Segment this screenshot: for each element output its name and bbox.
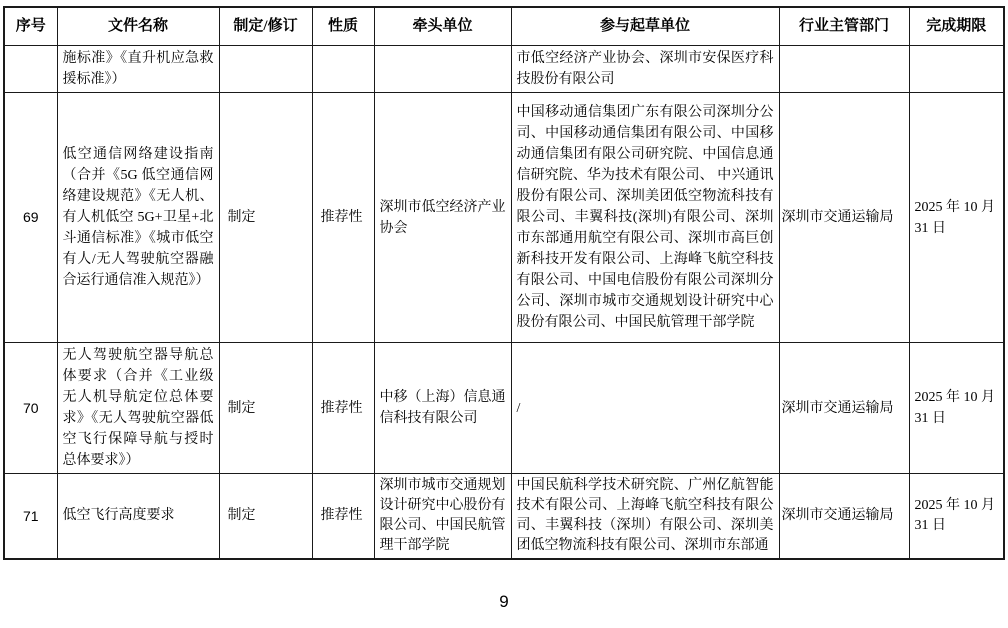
header-nature: 性质 (312, 7, 374, 46)
cell-seq: 70 (4, 343, 57, 474)
cell-file-name: 低空飞行高度要求 (57, 474, 219, 560)
cell-participants: 中国民航科学技术研究院、广州亿航智能技术有限公司、上海峰飞航空科技有限公司、丰翼科技（深圳）有限公司、深圳美团低空物流科技有限公司、深圳市东部通 (511, 474, 779, 560)
table-row-71 (4, 474, 1004, 560)
header-action: 制定/修订 (219, 7, 312, 46)
cell-dept (779, 46, 909, 93)
cell-lead-unit (374, 46, 511, 93)
cell-action (219, 46, 312, 93)
cell-deadline (909, 46, 1004, 93)
cell-deadline: 2025 年 10 月 31 日 (909, 93, 1004, 343)
cell-nature: 推荐性 (312, 93, 374, 343)
cell-file-name: 低空通信网络建设指南（合并《5G 低空通信网络建设规范》《无人机、有人机低空 5G+卫星+北斗通信标准》《城市低空有人/无人驾驶航空器融合运行通信准入规范》） (57, 93, 219, 343)
cell-nature: 推荐性 (312, 343, 374, 474)
cell-seq: 71 (4, 474, 57, 560)
cell-participants: 中国移动通信集团广东有限公司深圳分公司、中国移动通信集团有限公司、中国移动通信集团有限公司研究院、中国信息通信研究院、华为技术有限公司、 中兴通讯股份有限公司、深圳美团低空物流科技有限公司、丰翼科技(深圳)有限公司、深圳市东部通用航空有限公司、深圳市高巨创新科技开发有限公司、上海峰飞航空科技有限公司、中国电信股份有限公司深圳分公司、深圳市城市交通规划设计研究中心股份有限公司、中国民航管理干部学院 (511, 93, 779, 343)
cell-seq: 69 (4, 93, 57, 343)
cell-nature: 推荐性 (312, 474, 374, 560)
header-file-name: 文件名称 (57, 7, 219, 46)
cell-file-name: 无人驾驶航空器导航总体要求（合并《工业级无人机导航定位总体要求》《无人驾驶航空器低空飞行保障导航与授时总体要求》） (57, 343, 219, 474)
standards-table (3, 6, 1005, 560)
cell-file-name: 施标准》《直升机应急救援标准》） (57, 46, 219, 93)
cell-dept: 深圳市交通运输局 (779, 343, 909, 474)
cell-action: 制定 (219, 343, 312, 474)
header-participants: 参与起草单位 (511, 7, 779, 46)
table-row-continued (4, 46, 1004, 93)
cell-lead-unit: 中移（上海）信息通信科技有限公司 (374, 343, 511, 474)
cell-action: 制定 (219, 474, 312, 560)
cell-participants: 市低空经济产业协会、深圳市安保医疗科技股份有限公司 (511, 46, 779, 93)
cell-lead-unit: 深圳市低空经济产业协会 (374, 93, 511, 343)
cell-dept: 深圳市交通运输局 (779, 474, 909, 560)
table-row-69 (4, 93, 1004, 343)
cell-deadline: 2025 年 10 月 31 日 (909, 474, 1004, 560)
header-lead-unit: 牵头单位 (374, 7, 511, 46)
table-header-row (4, 7, 1004, 46)
cell-action: 制定 (219, 93, 312, 343)
cell-dept: 深圳市交通运输局 (779, 93, 909, 343)
header-seq: 序号 (4, 7, 57, 46)
header-deadline: 完成期限 (909, 7, 1004, 46)
table-row-70 (4, 343, 1004, 474)
header-dept: 行业主管部门 (779, 7, 909, 46)
page-number: 9 (499, 592, 509, 611)
cell-nature (312, 46, 374, 93)
cell-lead-unit: 深圳市城市交通规划设计研究中心股份有限公司、中国民航管理干部学院 (374, 474, 511, 560)
cell-seq (4, 46, 57, 93)
cell-participants: / (511, 343, 779, 474)
cell-deadline: 2025 年 10 月 31 日 (909, 343, 1004, 474)
